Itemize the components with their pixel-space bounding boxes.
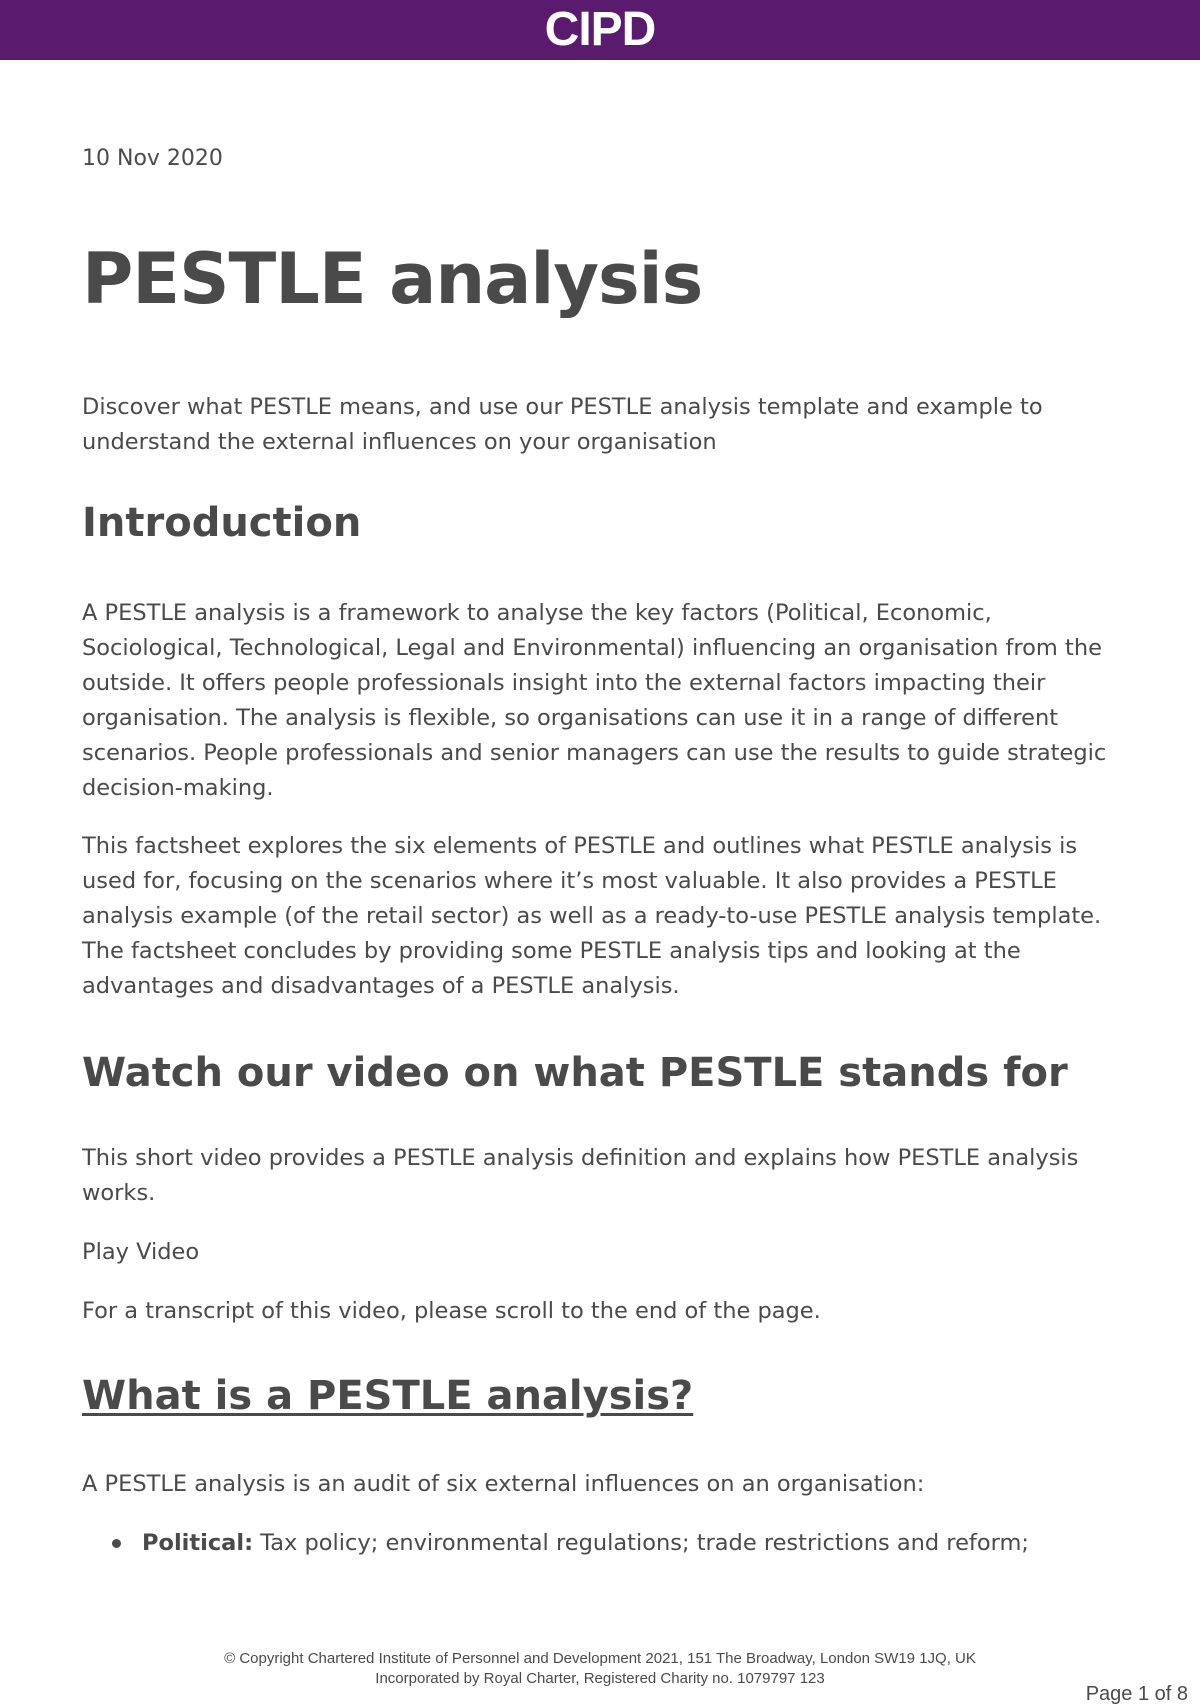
what-is-heading-link[interactable]: What is a PESTLE analysis?: [82, 1373, 694, 1419]
publish-date: 10 Nov 2020: [82, 146, 223, 171]
page-title: PESTLE analysis: [82, 238, 703, 320]
what-is-intro: A PESTLE analysis is an audit of six external influences on an organisation:: [82, 1471, 925, 1497]
introduction-paragraph-1: A PESTLE analysis is a framework to analyse the key factors (Political, Economic, Sociological, Technological, Legal and Environmental) influencing an organisation from the outside. It offers people professionals insight into the external factors impacting their organisation. The analysis is flexible, so organisations can use it in a range of different scenarios. People professionals and senior managers can use the results to guide strategic decision-making.: [82, 600, 1107, 801]
video-description: This short video provides a PESTLE analysis definition and explains how PESTLE analysis works.: [82, 1145, 1079, 1206]
introduction-heading: Introduction: [82, 500, 362, 546]
copyright-line-1: © Copyright Chartered Institute of Personnel and Development 2021, 151 The Broadway, London SW19 1JQ, UK: [224, 1650, 976, 1667]
play-video-link[interactable]: Play Video: [82, 1239, 200, 1265]
factor-term: Political:: [142, 1530, 254, 1556]
intro-summary: Discover what PESTLE means, and use our PESTLE analysis template and example to understand the external influences on your organisation: [82, 394, 1043, 455]
bullet-icon: [112, 1539, 121, 1548]
cipd-logo[interactable]: CIPD: [544, 3, 656, 56]
video-heading: Watch our video on what PESTLE stands for: [82, 1050, 1068, 1096]
footer-copyright: [0, 1649, 1200, 1689]
page-number: Page 1 of 8: [1085, 1683, 1188, 1705]
pestle-factor-list: [82, 1526, 1122, 1561]
factor-text: Tax policy; environmental regulations; trade restrictions and reform;: [260, 1530, 1029, 1556]
transcript-note: For a transcript of this video, please scroll to the end of the page.: [82, 1298, 821, 1324]
copyright-line-2: Incorporated by Royal Charter, Registered Charity no. 1079797 123: [375, 1670, 825, 1687]
list-item: [82, 1526, 1122, 1561]
introduction-paragraph-2: This factsheet explores the six elements of PESTLE and outlines what PESTLE analysis is used for, focusing on the scenarios where it’s most valuable. It also provides a PESTLE analysis example (of the retail sector) as well as a ready-to-use PESTLE analysis template. The factsheet concludes by providing some PESTLE analysis tips and looking at the advantages and disadvantages of a PESTLE analysis.: [82, 833, 1102, 999]
